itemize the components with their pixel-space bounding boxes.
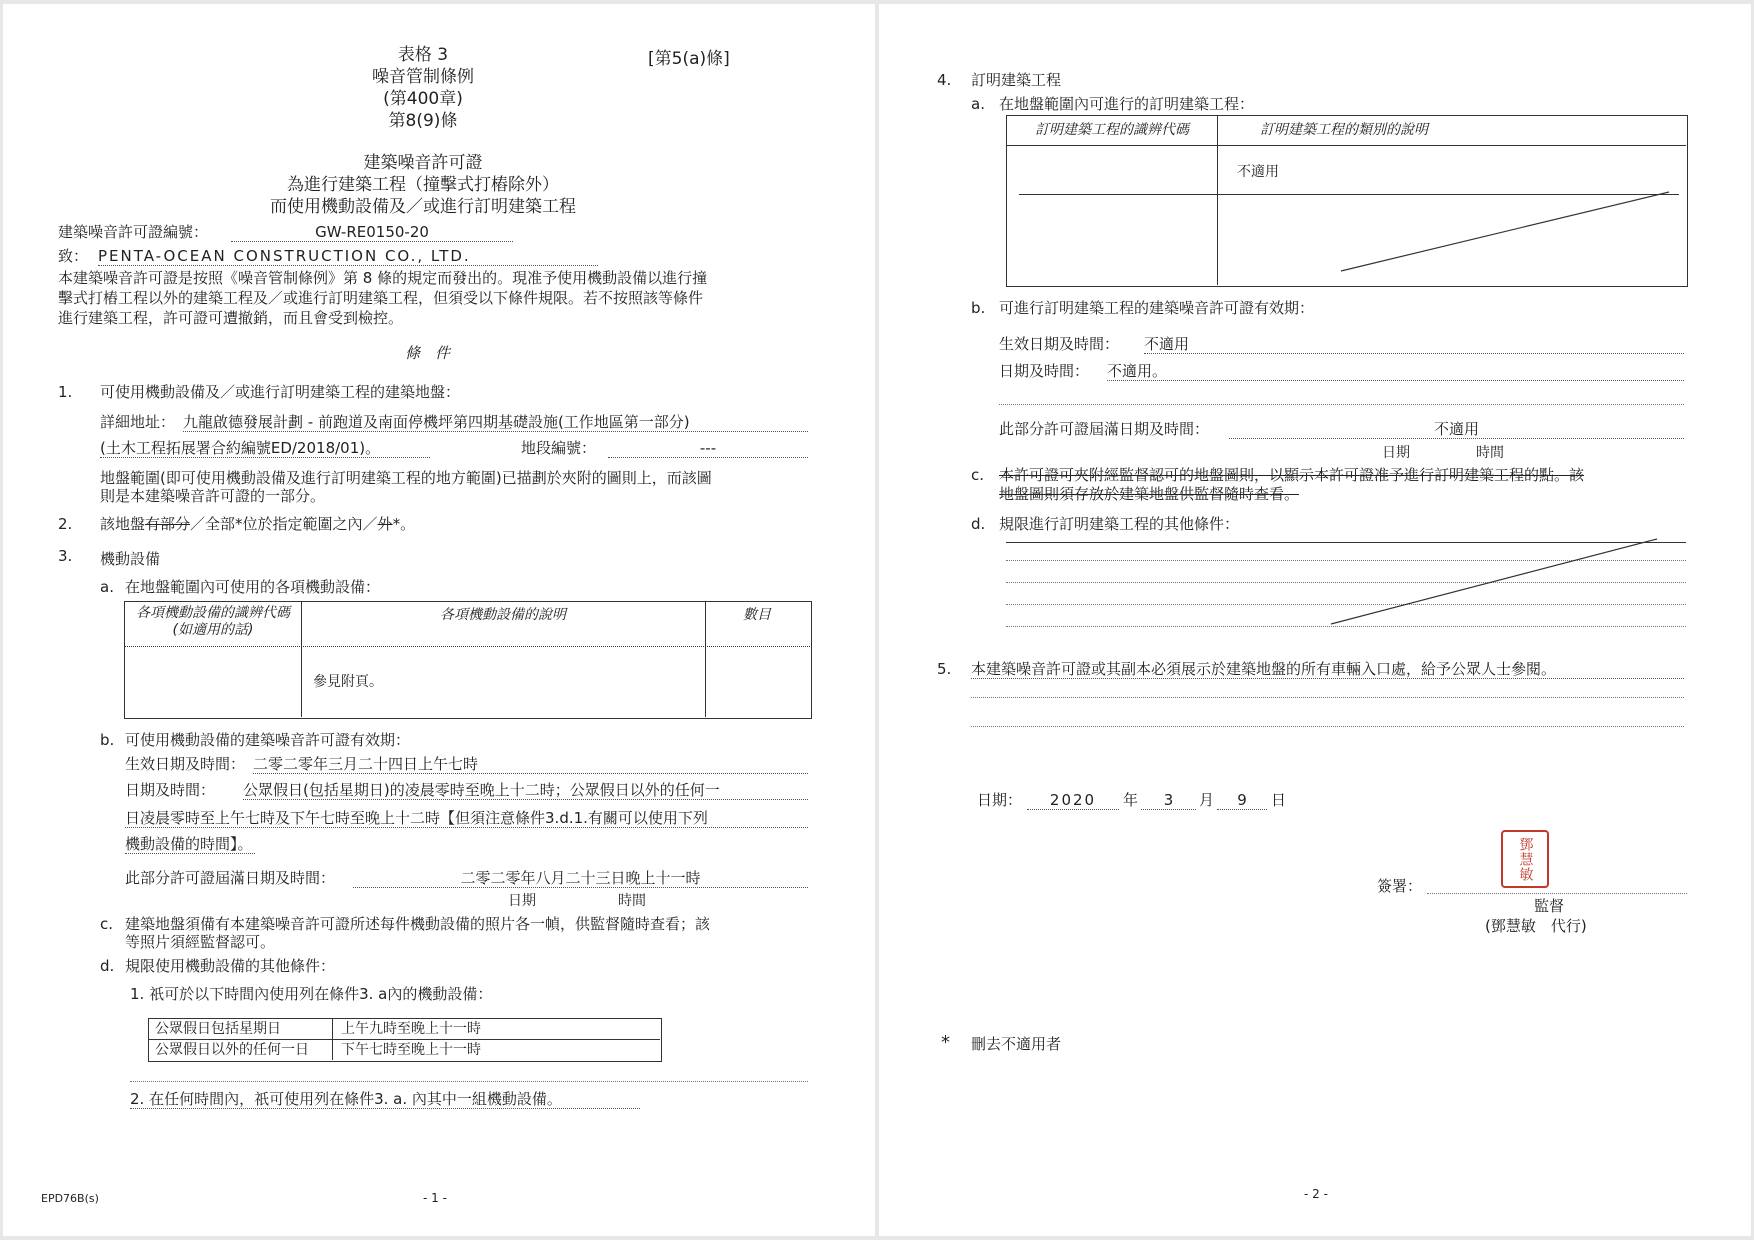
condition-1-title: 可使用機動設備及／或進行訂明建築工程的建築地盤： [100,383,461,401]
condition-3c-line-1: 建築地盤須備有本建築噪音許可證所述每件機動設備的照片各一幀，供監督隨時查看；該 [125,915,711,933]
equipment-expiry-date-caption: 日期 [508,893,536,909]
condition-5-rule-2 [971,726,1684,727]
signed-on-behalf: (鄧慧敏 代行) [1485,917,1587,935]
official-seal [1501,830,1549,888]
condition-3d-2: 2. 在任何時間內，祇可使用列在條件3. a. 內其中一組機動設備。 [130,1090,640,1109]
works-expiry-value: 不適用 [1229,420,1684,439]
works-effective-label: 生效日期及時間： [999,335,1120,353]
condition-3-number: 3. [58,547,73,565]
permit-page-2 [879,4,1751,1236]
works-expiry-label: 此部分許可證屆滿日期及時間： [999,420,1210,438]
works-effective-value: 不適用 [1144,335,1684,354]
permit-page-1 [3,4,875,1236]
hours-row-1-day: 公眾假日包括星期日 [155,1021,281,1037]
condition-3b-label: b. [100,731,115,749]
condition-4b-text: 可進行訂明建築工程的建築噪音許可證有效期： [999,299,1315,317]
addressee: PENTA-OCEAN CONSTRUCTION CO., LTD. [98,247,598,266]
hours-row-2-day: 公眾假日以外的任何一日 [155,1042,309,1058]
condition-1-number: 1. [58,383,73,401]
address-line-1: 九龍啟德發展計劃 - 前跑道及南面停機坪第四期基礎設施(工作地區第一部分) [183,413,808,432]
issue-date-month: 3 [1141,791,1196,810]
permit-title-line-3: 而使用機動設備及／或進行訂明建築工程 [270,197,576,217]
asterisk-note: 刪去不適用者 [971,1035,1062,1053]
addressee-label: 致： [58,247,89,265]
works-hours-label: 日期及時間： [999,362,1090,380]
intro-line-3: 進行建築工程，許可證可遭撤銷，而且會受到檢控。 [58,309,404,327]
prescribed-works-cell: 不適用 [1237,164,1279,180]
ordinance-name: 噪音管制條例 [372,67,474,87]
works-expiry-date-caption: 日期 [1382,445,1410,461]
hours-row-2-time: 下午七時至晚上十一時 [341,1042,481,1058]
condition-2-text [100,515,415,533]
day-unit: 日 [1271,791,1287,809]
equipment-hours-line-2: 日凌晨零時至上午七時及下午七時至晚上十二時【但須注意條件3.d.1.有關可以使用下列 [125,809,808,828]
condition-4c-line-1: 本許可證可夾附經監督認可的地盤圖則，以顯示本許可證准予進行訂明建築工程的點。該 [999,466,1585,484]
year-unit: 年 [1123,791,1139,809]
operating-hours-row-rule [148,1039,660,1040]
condition-3a-text: 在地盤範圍內可使用的各項機動設備： [125,578,381,596]
condition-3c-label: c. [100,915,114,933]
lot-number: --- [608,439,808,458]
works-expiry-time-caption: 時間 [1476,445,1504,461]
condition-2-part-2: ／全部*位於指定範圍之內／ [190,515,378,533]
permit-number-label: 建築噪音許可證編號： [58,223,209,241]
equipment-description-header: 各項機動設備的說明 [440,607,566,623]
equipment-quantity-header: 數目 [743,607,771,623]
equipment-expiry-label: 此部分許可證屆滿日期及時間： [125,869,336,887]
issue-date-label: 日期： [977,791,1023,809]
condition-3c-line-2: 等照片須經監督認可。 [125,933,276,951]
page-number-1: - 1 - [423,1191,447,1205]
equipment-hours-label: 日期及時間： [125,781,216,799]
condition-3-title: 機動設備 [100,550,161,568]
equipment-effective-label: 生效日期及時間： [125,755,246,773]
seal-text: 鄧慧敏 [1517,836,1534,882]
equipment-table-divider-2 [705,601,706,717]
section-reference: [第5(a)條] [648,49,730,69]
condition-2-part-1: 該地盤 [100,515,146,533]
condition-4a-label: a. [971,95,985,113]
condition-4c-label: c. [971,466,985,484]
equipment-expiry-value: 二零二零年八月二十三日晚上十一時 [353,869,808,888]
condition-2-struck-2: 外 [377,515,393,533]
prescribed-works-id-header: 訂明建築工程的識辨代碼 [1035,122,1189,138]
equipment-table-header-rule [124,646,810,647]
condition-5-text: 本建築噪音許可證或其副本必須展示於建築地盤的所有車輛入口處，給予公眾人士參閱。 [971,660,1684,679]
intro-line-2: 擊式打樁工程以外的建築工程及／或進行訂明建築工程，但須受以下條件規限。若不按照該等條件 [58,289,704,307]
conditions-heading: 條 件 [405,344,451,362]
condition-3d-text: 規限使用機動設備的其他條件： [125,957,336,975]
condition-4d-label: d. [971,515,986,533]
address-label: 詳細地址： [100,413,176,431]
condition-5-rule-1 [971,697,1684,698]
equipment-description-cell: 參見附頁。 [313,674,383,690]
month-unit: 月 [1199,791,1215,809]
condition-3d-label: d. [100,957,115,975]
signature-label: 簽署： [1377,877,1423,895]
condition-3b-text: 可使用機動設備的建築噪音許可證有效期： [125,731,411,749]
equipment-hours-line-1: 公眾假日(包括星期日)的凌晨零時至晚上十二時；公眾假日以外的任何一 [243,781,808,800]
issue-date-day: 9 [1217,791,1267,810]
chapter: (第400章) [383,89,463,109]
condition-5-number: 5. [937,660,952,678]
prescribed-works-description-header: 訂明建築工程的類別的說明 [1260,122,1428,138]
issue-date-year: 2020 [1027,791,1119,810]
signature-line [1427,893,1687,894]
condition-2-struck-1: 有部分 [145,515,191,533]
form-code: EPD76B(s) [41,1192,99,1205]
permit-number: GW-RE0150-20 [231,223,513,242]
hours-row-1-time: 上午九時至晚上十一時 [341,1021,481,1037]
authority-title: 監督 [1534,897,1565,915]
condition-3a-label: a. [100,578,114,596]
lot-number-label: 地段編號： [521,439,597,457]
equipment-id-header: 各項機動設備的識辨代碼 (如適用的話) [136,605,290,638]
site-boundary-line-1: 地盤範圍(即可使用機動設備及進行訂明建築工程的地方範圍)已描劃於夾附的圖則上，而該圖 [100,469,712,487]
address-line-2: (土木工程拓展署合約編號ED/2018/01)。 [100,439,430,458]
condition-4b-label: b. [971,299,986,317]
condition-4a-text: 在地盤範圍內可進行的訂明建築工程： [999,95,1255,113]
condition-2-part-3: *。 [392,515,416,533]
equipment-hours-line-3: 機動設備的時間】。 [125,835,255,854]
site-boundary-line-2: 則是本建築噪音許可證的一部分。 [100,487,326,505]
condition-3d-1: 1. 祇可於以下時間內使用列在條件3. a內的機動設備： [130,985,493,1003]
equipment-expiry-time-caption: 時間 [618,893,646,909]
condition-3d-rule [130,1081,808,1082]
equipment-effective-value: 二零二零年三月二十四日上午七時 [253,755,808,774]
works-hours-value: 不適用。 [1107,362,1684,381]
section: 第8(9)條 [388,111,458,131]
condition-4d-text: 規限進行訂明建築工程的其他條件： [999,515,1240,533]
condition-2-number: 2. [58,515,73,533]
page-number-2: - 2 - [1304,1187,1328,1201]
equipment-table-divider-1 [301,601,302,717]
asterisk-mark: * [941,1032,950,1053]
condition-4d-strike-line [879,4,1751,704]
condition-4c-line-2: 地盤圖則須存放於建築地盤供監督隨時查看。 [999,485,1300,503]
condition-4-number: 4. [937,71,952,89]
permit-title-line-1: 建築噪音許可證 [363,153,483,173]
form-number: 表格 3 [397,45,449,65]
intro-line-1: 本建築噪音許可證是按照《噪音管制條例》第 8 條的規定而發出的。現准予使用機動設備以進行撞 [58,269,708,287]
condition-4-title: 訂明建築工程 [971,71,1062,89]
permit-title-line-2: 為進行建築工程（撞擊式打樁除外） [287,175,559,195]
